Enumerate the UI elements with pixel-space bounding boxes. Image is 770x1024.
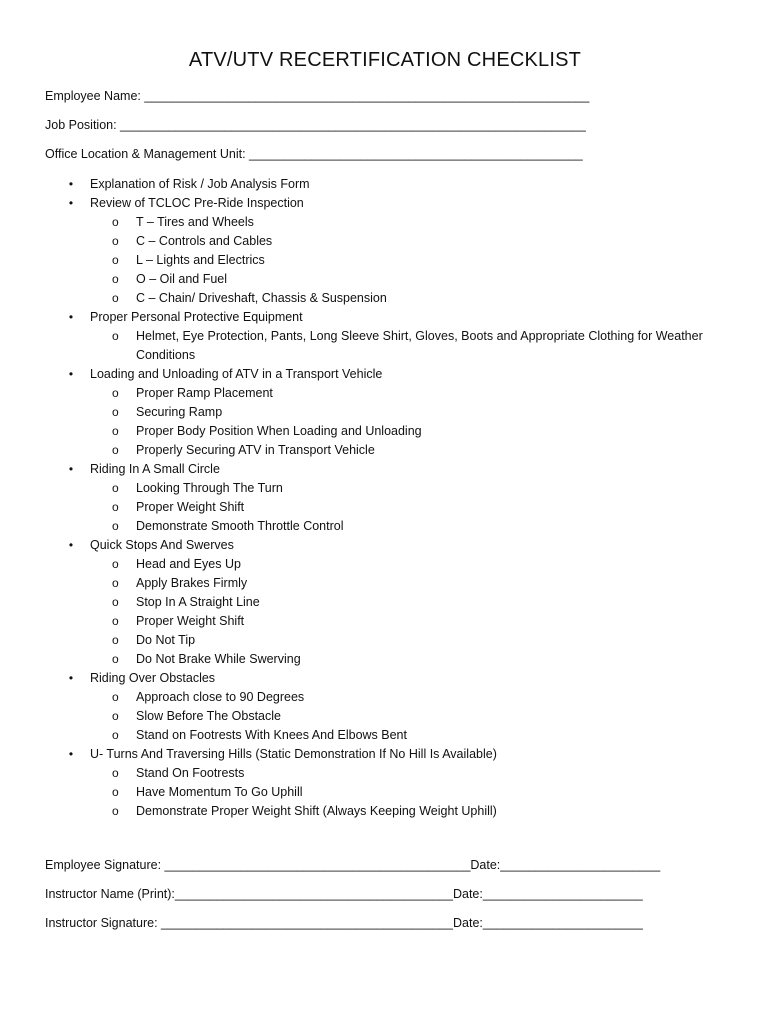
bullet-icon: •	[68, 177, 74, 191]
checklist-item-label: Quick Stops And Swerves	[90, 538, 234, 552]
checklist-subitem-label: Do Not Brake While Swerving	[136, 652, 301, 666]
checklist-item	[0, 175, 770, 194]
checklist-subitem-label: Have Momentum To Go Uphill	[136, 785, 303, 799]
checklist-item-label: Review of TCLOC Pre-Ride Inspection	[90, 196, 304, 210]
circle-bullet-icon: o	[112, 557, 119, 571]
circle-bullet-icon: o	[112, 633, 119, 647]
employee-name-field[interactable]: Employee Name: ________________________________________________________________	[45, 89, 590, 103]
circle-bullet-icon: o	[112, 291, 119, 305]
checklist-subitem-label: Apply Brakes Firmly	[136, 576, 248, 590]
checklist-subitem	[112, 232, 770, 251]
checklist-subitem	[112, 707, 770, 726]
circle-bullet-icon: o	[112, 215, 119, 229]
checklist-sublist	[90, 555, 770, 669]
checklist-subitem	[112, 479, 770, 498]
checklist-subitem-label: L – Lights and Electrics	[136, 253, 265, 267]
bullet-icon: •	[68, 196, 74, 210]
checklist-subitem	[112, 650, 770, 669]
checklist-subitem	[112, 612, 770, 631]
checklist-subitem	[112, 688, 770, 707]
circle-bullet-icon: o	[112, 652, 119, 666]
checklist-subitem-label: C – Controls and Cables	[136, 234, 273, 248]
checklist-subitem-label: T – Tires and Wheels	[136, 215, 254, 229]
instructor-signature-field[interactable]: Instructor Signature: __________________________________________Date:_______________________	[45, 916, 643, 930]
checklist-subitem-label: Proper Body Position When Loading and Unloading	[136, 424, 422, 438]
checklist-item	[0, 365, 770, 460]
circle-bullet-icon: o	[112, 595, 119, 609]
checklist-item	[0, 194, 770, 308]
circle-bullet-icon: o	[112, 690, 119, 704]
checklist-subitem-label: Head and Eyes Up	[136, 557, 241, 571]
checklist-subitem-label: Do Not Tip	[136, 633, 196, 647]
checklist-subitem	[112, 593, 770, 612]
job-position-field[interactable]: Job Position: ___________________________________________________________________	[45, 118, 586, 132]
checklist-sublist	[90, 479, 770, 536]
circle-bullet-icon: o	[112, 386, 119, 400]
circle-bullet-icon: o	[112, 500, 119, 514]
checklist-sublist	[90, 384, 770, 460]
checklist	[0, 175, 770, 821]
bullet-icon: •	[68, 538, 74, 552]
circle-bullet-icon: o	[112, 234, 119, 248]
bullet-icon: •	[68, 310, 74, 324]
page-title: ATV/UTV RECERTIFICATION CHECKLIST	[188, 49, 582, 71]
circle-bullet-icon: o	[112, 766, 119, 780]
circle-bullet-icon: o	[112, 443, 119, 457]
checklist-subitem-label: O – Oil and Fuel	[136, 272, 228, 286]
checklist-sublist	[90, 213, 770, 308]
circle-bullet-icon: o	[112, 329, 119, 343]
bullet-icon: •	[68, 671, 74, 685]
checklist-item-label: Proper Personal Protective Equipment	[90, 310, 303, 324]
checklist-subitem-label: Demonstrate Proper Weight Shift (Always Keeping Weight Uphill)	[136, 804, 497, 818]
circle-bullet-icon: o	[112, 519, 119, 533]
employee-signature-field[interactable]: Employee Signature: ____________________________________________Date:_______________________	[45, 858, 661, 872]
bullet-icon: •	[68, 367, 74, 381]
checklist-item	[0, 308, 770, 365]
circle-bullet-icon: o	[112, 785, 119, 799]
checklist-subitem-label: Stand On Footrests	[136, 766, 245, 780]
checklist-subitem-label: Stand on Footrests With Knees And Elbows Bent	[136, 728, 407, 742]
checklist-subitem-label: Securing Ramp	[136, 405, 223, 419]
checklist-item	[0, 669, 770, 745]
checklist-subitem-label: Proper Weight Shift	[136, 614, 245, 628]
circle-bullet-icon: o	[112, 709, 119, 723]
circle-bullet-icon: o	[112, 576, 119, 590]
checklist-subitem	[112, 270, 770, 289]
circle-bullet-icon: o	[112, 614, 119, 628]
checklist-subitem-label: Demonstrate Smooth Throttle Control	[136, 519, 344, 533]
checklist-subitem	[112, 517, 770, 536]
checklist-subitem	[112, 289, 770, 308]
circle-bullet-icon: o	[112, 405, 119, 419]
checklist-subitem-label: Proper Ramp Placement	[136, 386, 273, 400]
checklist-item	[0, 460, 770, 536]
circle-bullet-icon: o	[112, 804, 119, 818]
checklist-item-label: U- Turns And Traversing Hills (Static Demonstration If No Hill Is Available)	[90, 747, 497, 761]
checklist-subitem	[112, 251, 770, 270]
circle-bullet-icon: o	[112, 481, 119, 495]
checklist-subitem	[112, 498, 770, 517]
checklist-subitem-label: Proper Weight Shift	[136, 500, 245, 514]
checklist-item-label: Loading and Unloading of ATV in a Transport Vehicle	[90, 367, 383, 381]
checklist-subitem-label: C – Chain/ Driveshaft, Chassis & Suspension	[136, 291, 387, 305]
checklist-subitem-label: Properly Securing ATV in Transport Vehicle	[136, 443, 375, 457]
checklist-subitem	[112, 213, 770, 232]
checklist-subitem	[112, 574, 770, 593]
checklist-subitem	[112, 726, 770, 745]
checklist-subitem	[112, 441, 770, 460]
bullet-icon: •	[68, 747, 74, 761]
checklist-subitem-label: Slow Before The Obstacle	[136, 709, 281, 723]
circle-bullet-icon: o	[112, 728, 119, 742]
checklist-subitem-label: Looking Through The Turn	[136, 481, 283, 495]
checklist-item-label: Explanation of Risk / Job Analysis Form	[90, 177, 310, 191]
circle-bullet-icon: o	[112, 253, 119, 267]
checklist-item	[0, 536, 770, 669]
checklist-subitem	[112, 403, 770, 422]
checklist-subitem-label: Helmet, Eye Protection, Pants, Long Sleeve Shirt, Gloves, Boots and Appropriate Clothing for Weather Conditions	[136, 329, 703, 362]
checklist-item-label: Riding In A Small Circle	[90, 462, 220, 476]
checklist-item-label: Riding Over Obstacles	[90, 671, 216, 685]
instructor-name-field[interactable]: Instructor Name (Print):________________________________________Date:_______________________	[45, 887, 643, 901]
circle-bullet-icon: o	[112, 424, 119, 438]
checklist-subitem	[112, 422, 770, 441]
checklist-subitem-label: Stop In A Straight Line	[136, 595, 260, 609]
checklist-subitem	[112, 802, 770, 821]
checklist-subitem	[112, 555, 770, 574]
checklist-subitem	[112, 783, 770, 802]
checklist-sublist	[90, 764, 770, 821]
office-location-field[interactable]: Office Location & Management Unit: ________________________________________________	[45, 147, 583, 161]
bullet-icon: •	[68, 462, 74, 476]
checklist-item	[0, 745, 770, 821]
checklist-subitem	[112, 384, 770, 403]
checklist-subitem	[112, 764, 770, 783]
checklist-subitem	[112, 327, 770, 365]
checklist-sublist	[90, 327, 770, 365]
checklist-sublist	[90, 688, 770, 745]
checklist-subitem	[112, 631, 770, 650]
circle-bullet-icon: o	[112, 272, 119, 286]
checklist-subitem-label: Approach close to 90 Degrees	[136, 690, 305, 704]
